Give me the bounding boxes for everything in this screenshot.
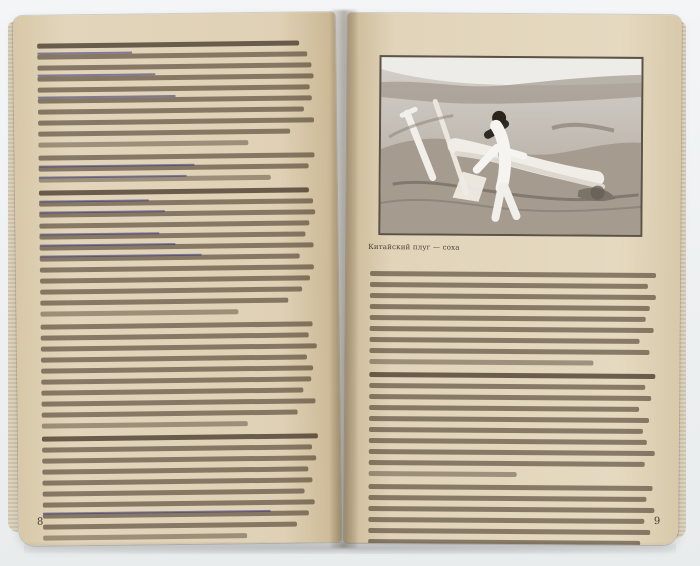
left-paragraph-1 (37, 40, 316, 147)
left-paragraph-4 (41, 321, 320, 428)
right-page (344, 13, 682, 545)
right-paragraph-1 (369, 271, 660, 366)
right-page-number: 9 (653, 515, 661, 528)
left-page (13, 12, 341, 546)
book-shadow (24, 542, 676, 554)
left-page-text (13, 12, 341, 546)
left-page-number: 8 (36, 516, 44, 528)
left-paragraph-3 (39, 187, 319, 316)
right-paragraph-2 (369, 372, 660, 478)
left-paragraph-2 (38, 152, 316, 182)
left-paragraph-5 (42, 433, 321, 540)
figure-caption: Китайский плуг — соха (368, 242, 460, 252)
right-page-text (344, 13, 682, 545)
right-paragraph-3 (368, 484, 659, 545)
open-book (8, 4, 688, 560)
